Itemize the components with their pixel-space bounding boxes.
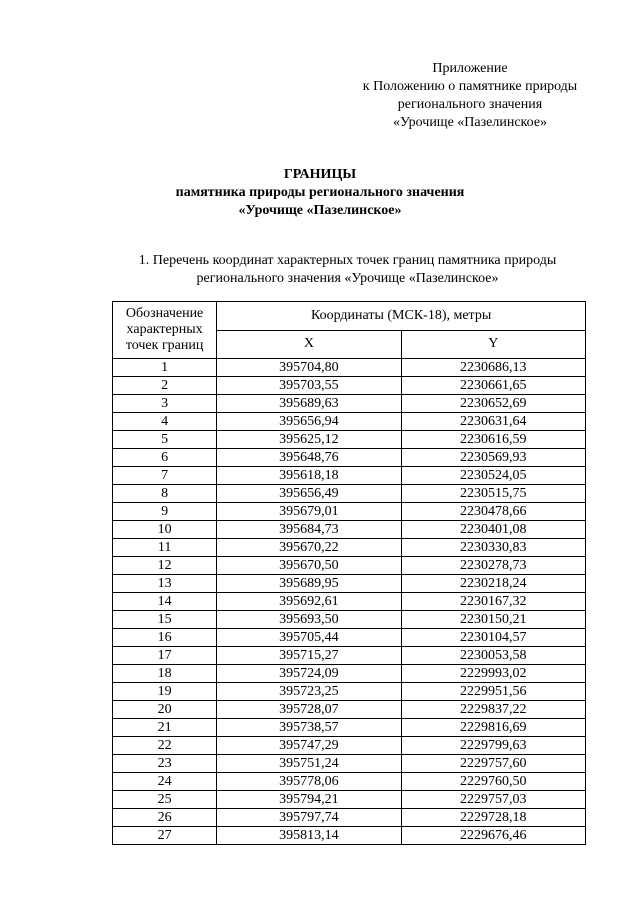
point-number-cell: 26 — [113, 809, 217, 827]
table-row — [113, 395, 586, 413]
header-point-designation — [113, 302, 217, 359]
x-coordinate-cell: 395692,61 — [217, 593, 401, 611]
section-heading-line: регионального значения «Урочище «Пазелинское» — [196, 271, 499, 286]
point-number-cell: 18 — [113, 665, 217, 683]
section-heading-line: 1. Перечень координат характерных точек границ памятника природы — [138, 253, 557, 268]
x-coordinate-cell: 395813,14 — [217, 827, 401, 845]
point-number-cell: 1 — [113, 359, 217, 377]
table-row — [113, 467, 586, 485]
table-row — [113, 611, 586, 629]
x-coordinate-cell: 395625,12 — [217, 431, 401, 449]
appendix-block — [340, 60, 600, 132]
y-coordinate-cell: 2229816,69 — [401, 719, 585, 737]
point-number-cell: 16 — [113, 629, 217, 647]
x-coordinate-cell: 395704,80 — [217, 359, 401, 377]
table-row — [113, 683, 586, 701]
x-coordinate-cell: 395693,50 — [217, 611, 401, 629]
point-number-cell: 7 — [113, 467, 217, 485]
table-body — [113, 359, 586, 845]
y-coordinate-cell: 2229760,50 — [401, 773, 585, 791]
header-coordinates: Координаты (МСК-18), метры — [217, 302, 586, 331]
y-coordinate-cell: 2230401,08 — [401, 521, 585, 539]
x-coordinate-cell: 395751,24 — [217, 755, 401, 773]
section-heading — [100, 252, 595, 288]
coordinates-table — [112, 301, 586, 845]
x-coordinate-cell: 395684,73 — [217, 521, 401, 539]
y-coordinate-cell: 2230167,32 — [401, 593, 585, 611]
x-coordinate-cell: 395679,01 — [217, 503, 401, 521]
table-row — [113, 791, 586, 809]
header-y: Y — [401, 330, 585, 359]
title-line: памятника природы регионального значения — [175, 185, 465, 200]
point-number-cell: 20 — [113, 701, 217, 719]
header-designation-line: точек границ — [125, 338, 204, 353]
x-coordinate-cell: 395747,29 — [217, 737, 401, 755]
point-number-cell: 13 — [113, 575, 217, 593]
point-number-cell: 19 — [113, 683, 217, 701]
y-coordinate-cell: 2229757,03 — [401, 791, 585, 809]
y-coordinate-cell: 2230661,65 — [401, 377, 585, 395]
point-number-cell: 2 — [113, 377, 217, 395]
x-coordinate-cell: 395648,76 — [217, 449, 401, 467]
y-coordinate-cell: 2229676,46 — [401, 827, 585, 845]
table-row — [113, 503, 586, 521]
table-row — [113, 575, 586, 593]
y-coordinate-cell: 2229951,56 — [401, 683, 585, 701]
table-row — [113, 485, 586, 503]
y-coordinate-cell: 2230524,05 — [401, 467, 585, 485]
point-number-cell: 12 — [113, 557, 217, 575]
y-coordinate-cell: 2230631,64 — [401, 413, 585, 431]
appendix-line: регионального значения — [397, 97, 543, 112]
point-number-cell: 10 — [113, 521, 217, 539]
table-row — [113, 737, 586, 755]
table-row — [113, 557, 586, 575]
title-line: ГРАНИЦЫ — [283, 167, 357, 182]
x-coordinate-cell: 395728,07 — [217, 701, 401, 719]
x-coordinate-cell: 395738,57 — [217, 719, 401, 737]
table-row — [113, 539, 586, 557]
table-row — [113, 665, 586, 683]
table-row — [113, 629, 586, 647]
point-number-cell: 9 — [113, 503, 217, 521]
x-coordinate-cell: 395794,21 — [217, 791, 401, 809]
point-number-cell: 5 — [113, 431, 217, 449]
table-row — [113, 755, 586, 773]
x-coordinate-cell: 395689,63 — [217, 395, 401, 413]
point-number-cell: 21 — [113, 719, 217, 737]
table-row — [113, 431, 586, 449]
point-number-cell: 15 — [113, 611, 217, 629]
table-row — [113, 359, 586, 377]
x-coordinate-cell: 395670,22 — [217, 539, 401, 557]
x-coordinate-cell: 395656,49 — [217, 485, 401, 503]
table-row — [113, 593, 586, 611]
x-coordinate-cell: 395656,94 — [217, 413, 401, 431]
point-number-cell: 14 — [113, 593, 217, 611]
y-coordinate-cell: 2230652,69 — [401, 395, 585, 413]
table-row — [113, 521, 586, 539]
y-coordinate-cell: 2230478,66 — [401, 503, 585, 521]
point-number-cell: 17 — [113, 647, 217, 665]
header-designation-line: характерных — [126, 322, 203, 337]
x-coordinate-cell: 395778,06 — [217, 773, 401, 791]
table-row — [113, 719, 586, 737]
header-x: X — [217, 330, 401, 359]
y-coordinate-cell: 2230104,57 — [401, 629, 585, 647]
appendix-line: «Урочище «Пазелинское» — [392, 115, 548, 130]
appendix-line: к Положению о памятнике природы — [362, 79, 578, 94]
table-row — [113, 413, 586, 431]
point-number-cell: 24 — [113, 773, 217, 791]
appendix-line: Приложение — [432, 61, 508, 76]
x-coordinate-cell: 395797,74 — [217, 809, 401, 827]
point-number-cell: 8 — [113, 485, 217, 503]
y-coordinate-cell: 2230330,83 — [401, 539, 585, 557]
table-row — [113, 449, 586, 467]
x-coordinate-cell: 395715,27 — [217, 647, 401, 665]
y-coordinate-cell: 2229799,63 — [401, 737, 585, 755]
y-coordinate-cell: 2230218,24 — [401, 575, 585, 593]
header-designation-line: Обозначение — [125, 306, 204, 321]
x-coordinate-cell: 395724,09 — [217, 665, 401, 683]
x-coordinate-cell: 395618,18 — [217, 467, 401, 485]
y-coordinate-cell: 2230616,59 — [401, 431, 585, 449]
point-number-cell: 6 — [113, 449, 217, 467]
point-number-cell: 11 — [113, 539, 217, 557]
point-number-cell: 25 — [113, 791, 217, 809]
point-number-cell: 4 — [113, 413, 217, 431]
table-row — [113, 647, 586, 665]
x-coordinate-cell: 395703,55 — [217, 377, 401, 395]
x-coordinate-cell: 395689,95 — [217, 575, 401, 593]
y-coordinate-cell: 2229993,02 — [401, 665, 585, 683]
y-coordinate-cell: 2230515,75 — [401, 485, 585, 503]
point-number-cell: 22 — [113, 737, 217, 755]
x-coordinate-cell: 395705,44 — [217, 629, 401, 647]
y-coordinate-cell: 2230569,93 — [401, 449, 585, 467]
table-row — [113, 827, 586, 845]
title-line: «Урочище «Пазелинское» — [238, 203, 402, 218]
y-coordinate-cell: 2230278,73 — [401, 557, 585, 575]
y-coordinate-cell: 2230053,58 — [401, 647, 585, 665]
table-row — [113, 701, 586, 719]
y-coordinate-cell: 2229728,18 — [401, 809, 585, 827]
y-coordinate-cell: 2229757,60 — [401, 755, 585, 773]
x-coordinate-cell: 395723,25 — [217, 683, 401, 701]
point-number-cell: 27 — [113, 827, 217, 845]
point-number-cell: 3 — [113, 395, 217, 413]
point-number-cell: 23 — [113, 755, 217, 773]
table-row — [113, 377, 586, 395]
table-row — [113, 809, 586, 827]
document-title — [0, 166, 640, 220]
table-row — [113, 773, 586, 791]
y-coordinate-cell: 2230150,21 — [401, 611, 585, 629]
y-coordinate-cell: 2229837,22 — [401, 701, 585, 719]
y-coordinate-cell: 2230686,13 — [401, 359, 585, 377]
x-coordinate-cell: 395670,50 — [217, 557, 401, 575]
